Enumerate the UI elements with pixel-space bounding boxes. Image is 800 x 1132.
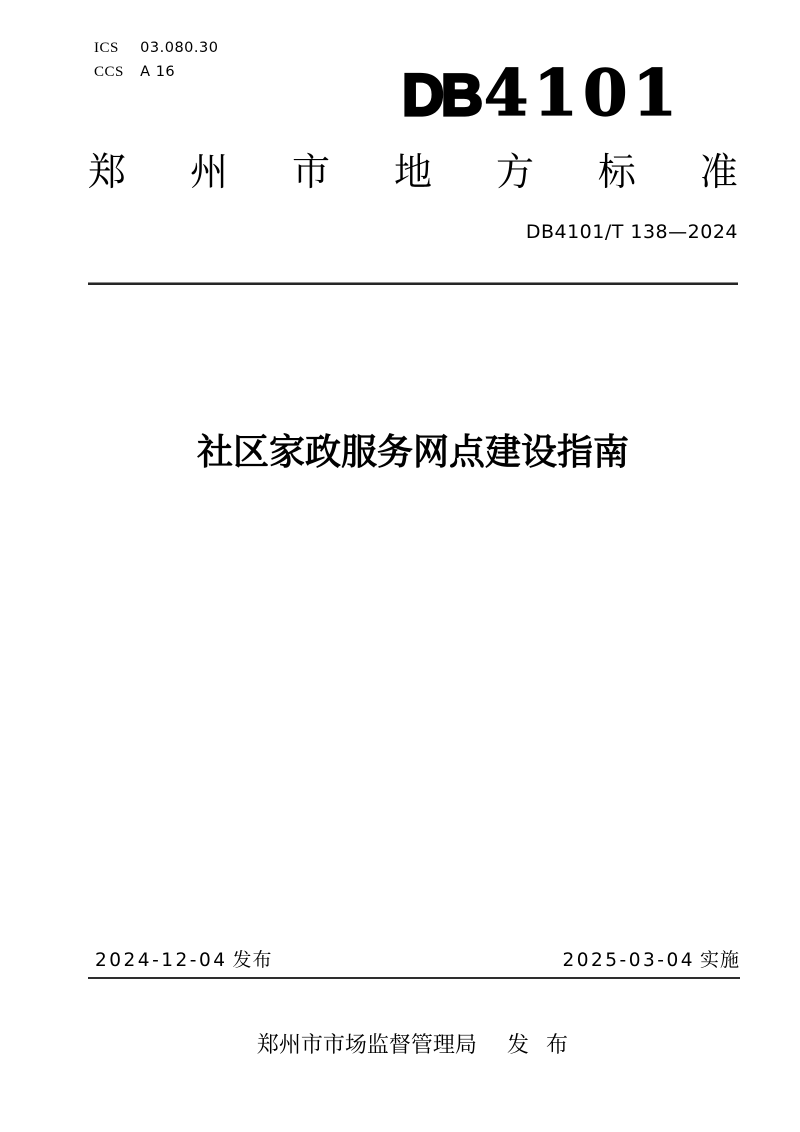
ccs-code-row: [94, 60, 218, 84]
db-logo-prefix: DB: [402, 63, 480, 128]
publish-action-label: 发 布: [506, 1032, 570, 1057]
document-number: DB4101/T 138—2024: [525, 221, 738, 243]
issue-date-line: [88, 948, 273, 974]
implementation-date-line: [562, 948, 740, 974]
ccs-label: CCS: [94, 64, 124, 80]
ics-code-row: [94, 36, 218, 60]
standard-type-char: 准: [699, 152, 738, 194]
standard-type-char: 市: [291, 152, 330, 194]
footer-dates: [88, 948, 740, 974]
ics-value: 03.080.30: [140, 40, 219, 56]
header-rule: [88, 282, 738, 285]
standard-type-char: 方: [495, 152, 534, 194]
ics-label: ICS: [94, 40, 119, 56]
standard-type-char: 郑: [88, 152, 127, 194]
ccs-value: A 16: [140, 64, 176, 80]
db-logo-region-code: 4101: [483, 56, 682, 131]
footer-rule: [88, 977, 740, 979]
standard-type-char: 州: [189, 152, 228, 194]
publisher-line: [88, 1030, 738, 1060]
standard-type-char: 标: [597, 152, 636, 194]
standard-type-heading: [88, 150, 738, 196]
classification-codes: [94, 36, 218, 84]
publisher-name: 郑州市市场监督管理局: [256, 1032, 477, 1057]
implementation-date-value: 2025-03-04: [562, 950, 695, 971]
issue-date-value: 2024-12-04: [95, 950, 228, 971]
document-title: 社区家政服务网点建设指南: [196, 431, 629, 472]
db-standard-logo: [402, 56, 682, 131]
implementation-date-label: 实施: [699, 950, 740, 971]
issue-date-label: 发布: [232, 950, 273, 971]
standard-type-char: 地: [393, 152, 432, 194]
